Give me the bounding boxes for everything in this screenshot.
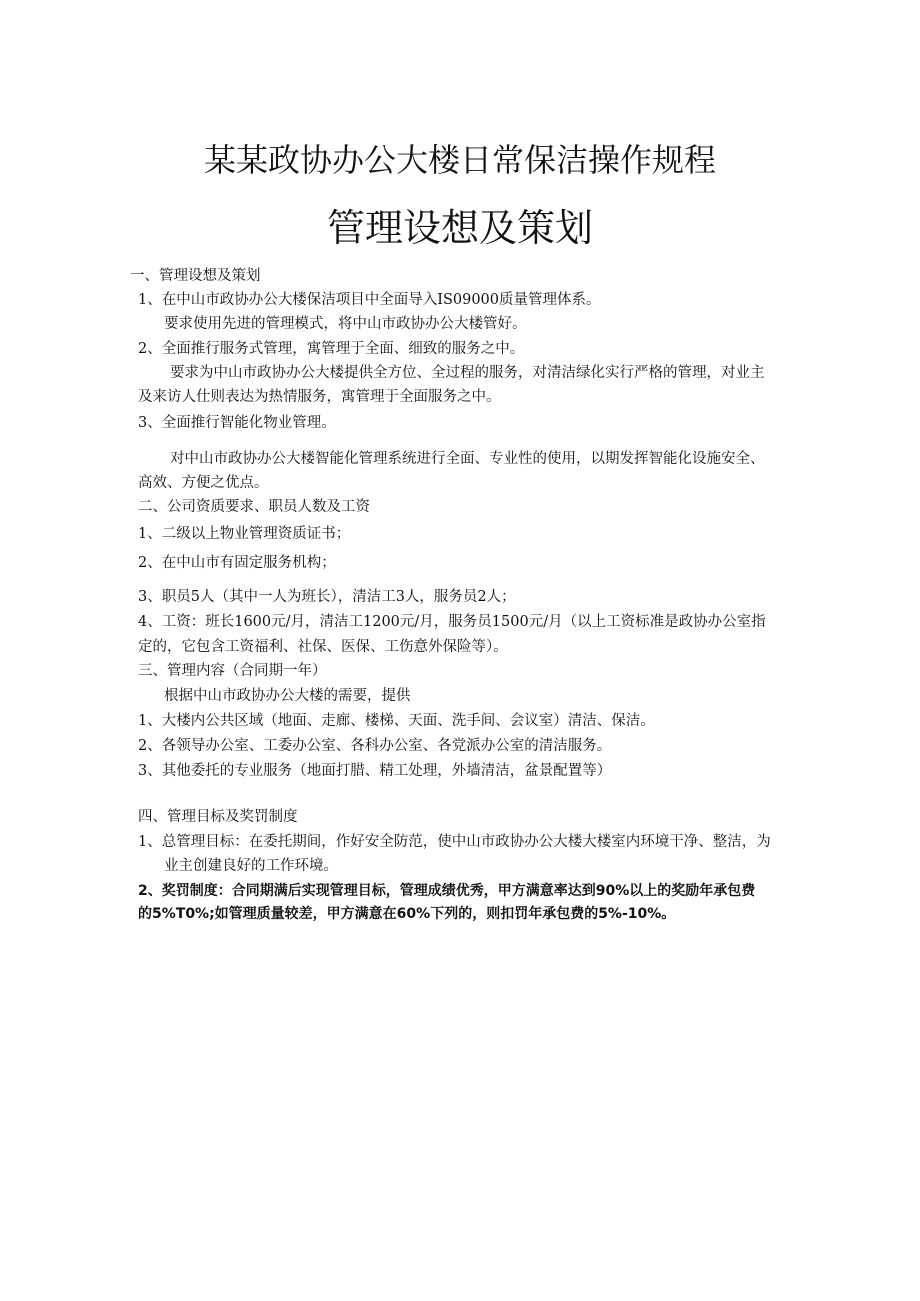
document-subtitle: 管理设想及策划 <box>326 206 593 250</box>
list-item: 2、全面推行服务式管理，寓管理于全面、细致的服务之中。 <box>138 341 525 357</box>
paragraph-line: 要求为中山市政协办公大楼提供全方位、全过程的服务，对清洁绿化实行严格的管理，对业主 <box>170 365 765 381</box>
paragraph-line: 及来访人仕则表达为热情服务，寓管理于全面服务之中。 <box>138 389 501 405</box>
paragraph-line: 对中山市政协办公大楼智能化管理系统进行全面、专业性的使用，以期发挥智能化设施安全、 <box>170 451 765 467</box>
list-item: 2、奖罚制度：合同期满后实现管理目标，管理成绩优秀，甲方满意率达到90%以上的奖励年承包费 <box>138 883 756 899</box>
paragraph-line: 根据中山市政协办公大楼的需要，提供 <box>164 688 411 704</box>
list-item: 3、其他委托的专业服务（地面打腊、精工处理，外墙清洁，盆景配置等） <box>138 763 612 779</box>
list-item: 1、在中山市政协办公大楼保洁项目中全面导入IS09000质量管理体系。 <box>138 292 601 308</box>
paragraph-line: 要求使用先进的管理模式，将中山市政协办公大楼管好。 <box>164 316 527 332</box>
list-item: 2、各领导办公室、工委办公室、各科办公室、各党派办公室的清洁服务。 <box>138 738 612 754</box>
list-item: 1、总管理目标：在委托期间，作好安全防范，使中山市政协办公大楼大楼室内环境干净、整洁，为 <box>138 834 771 850</box>
paragraph-line: 高效、方便之优点。 <box>138 475 269 491</box>
list-item: 1、大楼内公共区域（地面、走廊、楼梯、天面、洗手间、会议室）清洁、保洁。 <box>138 713 655 729</box>
section-heading-3: 三、管理内容（合同期一年） <box>138 663 327 679</box>
section-heading-1: 一、管理设想及策划 <box>130 268 261 284</box>
paragraph-line: 的5%T0%;如管理质量较差，甲方满意在60%下列的，则扣罚年承包费的5%-10%。 <box>138 906 676 922</box>
list-item: 1、二级以上物业管理资质证书； <box>138 526 351 542</box>
list-item: 4、工资：班长1600元/月，清洁工1200元/月，服务员1500元/月（以上工资标准是政协办公室指 <box>138 614 766 630</box>
list-item: 2、在中山市有固定服务机构； <box>138 555 336 571</box>
document-title: 某某政协办公大楼日常保洁操作规程 <box>203 141 716 179</box>
paragraph-line: 业主创建良好的工作环境。 <box>164 858 338 874</box>
list-item: 3、全面推行智能化物业管理。 <box>138 415 336 431</box>
paragraph-line: 定的，它包含工资福利、社保、医保、工伤意外保险等）。 <box>138 639 508 655</box>
list-item: 3、职员5人（其中一人为班长），清洁工3人，服务员2人； <box>138 589 516 605</box>
section-heading-2: 二、公司资质要求、职员人数及工资 <box>138 499 370 515</box>
section-heading-4: 四、管理目标及奖罚制度 <box>138 809 298 825</box>
